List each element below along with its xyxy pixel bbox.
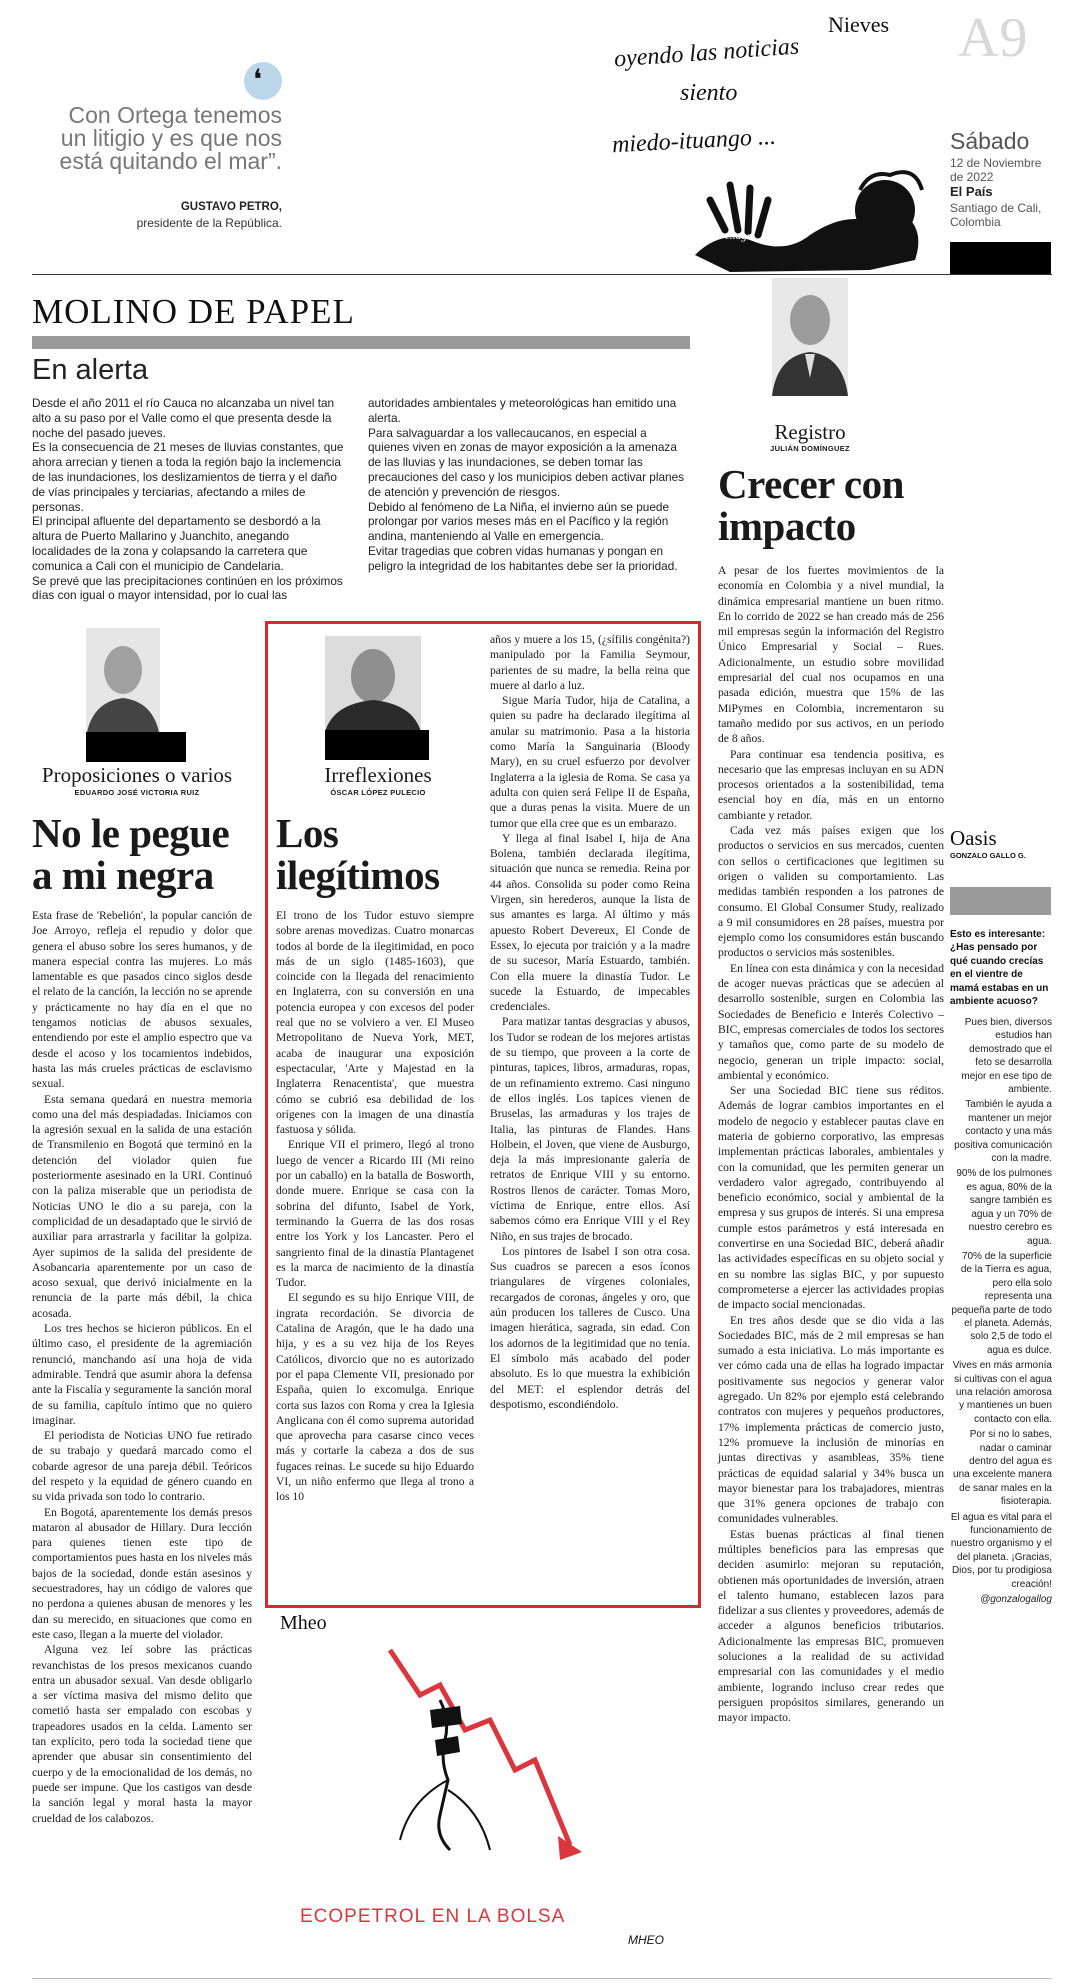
section-bar [32, 336, 690, 349]
proposiciones-redaction [86, 732, 186, 762]
irreflexiones-col-b: años y muere a los 15, (¿sífilis congénita?) manipulado por la Familia Seymour, parientes de su madre, la bella reina que muere al darlo a luz. Sigue María Tudor, hija de Catalina, a quien su padre ha declarado ilegítima al anular su matrimonio. Pasa a la historia como María la Sanguinaria (Bloody Mary), en su cruel esfuerzo por devolver Inglaterra a la iglesia de Roma. Se casa ya adulta con quien será Felipe II de España, que a duras penas la visita. Muere de un tumor que ella cree que es un embarazo. Y llega al final Isabel I, hija de Ana Bolena, también declarada ilegítima, situación que nunca se remedia. Reina por 44 años. Consolida su poder como Reina Virgen, sin herederos, aunque la lista de sus amantes es larga. Al último y más apuesto Robert Devereux, El Conde de Essex, lo ejecuta por traición y a la madre de su sucesor, María Estuardo, también. Con ella muere la dinastía Tudor. Le sucede la Estuardo, de impecables credenciales. Para matizar tantas desgracias y abusos, los Tudor se rodean de los mejores artistas de su tiempo, que proveen a la corte de pinturas, tapices, libros, armaduras, ropas, de un refinamiento extremo. Casi ninguno de ellos inglés. Los tapices vienen de Bruselas, las armaduras y los trajes de Italia, las pinturas de Flandes. Hans Holbein, el Joven, que viene de Ausburgo, deja la más impresionante galería de retratos de Enrique VIII y su entorno. Rostros llenos de carácter. Tomas Moro, víctima de Enrique, entre ellos. Así sabemos cómo era Enrique VIII y el Rey Niño, en sus trajes de brocado. Los pintores de Isabel I son otra cosa. Sus cuadros se parecen a esos íconos triangulares de vírgenes coloniales, recargados de coronas, ángeles y oro, que aún producen los talleres de Cusco. Una imagen hierática, sagrada, sin edad. Con los adornos de la legitimidad que no tenía. El símbolo más acabado del poder absoluto. Es lo que muestra la exhibición del MET: el esplendor detrás del despotismo, escondiéndolo. [490, 633, 690, 1411]
cartoon-line1: oyendo las noticias [613, 33, 800, 73]
registro-headline: Crecer con impacto [718, 461, 904, 549]
edition-city-line2: Colombia [950, 215, 1001, 229]
irreflexiones-column-name: Irreflexiones [324, 763, 432, 787]
proposiciones-headline: No le pegue a mi negra [32, 810, 230, 898]
cartoon-top [590, 33, 930, 275]
oasis-bar [950, 887, 1051, 915]
quote-role: presidente de la República. [136, 216, 282, 230]
registro-column-name: Registro [774, 420, 846, 444]
irreflexiones-author-photo [325, 636, 421, 732]
proposiciones-author: EDUARDO JOSÉ VICTORIA RUIZ [74, 788, 200, 797]
cartoon-figure [690, 160, 930, 275]
page-number: A9 [958, 7, 1029, 69]
header-rule [32, 274, 1052, 275]
mheo-cartoon [290, 1640, 610, 1910]
irreflexiones-headline: Los ilegítimos [276, 810, 440, 898]
proposiciones-column-name: Proposiciones o varios [41, 763, 233, 787]
oasis-column-name: Oasis [950, 826, 997, 850]
mheo-signature: MHEO [628, 1933, 664, 1947]
mheo-caption: ECOPETROL EN LA BOLSA [300, 1906, 566, 1927]
cartoon-signature: e.lago [725, 230, 753, 242]
edition-date-line2: de 2022 [950, 170, 994, 184]
oasis-author: GONZALO GALLO G. [950, 851, 1026, 860]
proposiciones-author-photo [86, 628, 160, 738]
registro-author: JULIÁN DOMÍNGUEZ [770, 444, 850, 453]
irreflexiones-col-a: El trono de los Tudor estuvo siempre sobre arenas movedizas. Cuatro monarcas todos al borde de la ilegitimidad, en poco más de un siglo (1485-1603), que coincide con la llegada del renacimiento en Inglaterra, con su conversión en una potencia europea y con excesos del poder real que no se volviero a ver. El Museo Metropolitano de Nueva York, MET, acaba de inaugurar una exposición espectacular, 'Arte y Majestad en la Inglaterra Renacentista', que muestra cómo se cubrió esa debilidad de los orígenes con la imagen de una dinastía fastuosa y sólida. Enrique VII el primero, llegó al trono luego de vencer a Ricardo III (Mi reino por un caballo) en la batalla de Bosworth, donde muere. Enrique se casa con la sobrina del difunto, Isabel de York, terminando la Guerra de las dos rosas entre los York y los Lancaster. Pero el sangriento final de la dinastía Plantagenet es la marca de nacimiento de la dinastía Tudor. El segundo es su hijo Enrique VIII, de ingrata recordación. Se divorcia de Catalina de Aragón, que le ha dado una hija, y es a su vez hija de los Reyes Católicos, divorcio que no es autorizado por el papa Clemente VII, presionado por España, quien lo excomulga. Enrique corta sus lazos con Roma y crea la Iglesia Anglicana con él como suprema autoridad que aprovecha para casarse cinco veces más y cortarle la cabeza a dos de sus fugaces reinas. Le sucede su hijo Eduardo VI, un niño enfermo que llega al trono a los 10 [276, 909, 474, 1504]
section-title: MOLINO DE PAPEL [32, 292, 355, 331]
quote-circle [244, 62, 282, 100]
alerta-col-1: Desde el año 2011 el río Cauca no alcanzaba un nivel tan alto a su paso por el Valle como el que presenta desde la noche del pasado jueves. Es la consecuencia de 21 meses de lluvias constantes, que ahora arrecian y tienen a toda la región bajo la inclemencia de las inundaciones, los deslizamientos de tierra y el daño de vías principales y terciarias, afectando a miles de personas. El principal afluente del departamento se desbordó a la altura de Puerto Mallarino y Juanchito, anegando localidades de la zona y colapsando la carretera que comunica a Cali con el municipio de Candelaria. Se prevé que las precipitaciones continúen en los próximos días con igual o mayor intensidad, por lo cual las [32, 396, 344, 603]
oasis-body: Pues bien, diversos estudios han demostrado que el feto se desarrolla mejor en ese tipo de ambiente. También le ayuda a mantener un mejor contacto y una más positiva comunicación con la madre. 90% de los pulmones es agua, 80% de la sangre también es agua y un 70% de nuestro cerebro es agua. 70% de la superficie de la Tierra es agua, pero ella solo representa una pequeña parte de todo el planeta. Además, solo 2,5 de todo el agua es dulce. Vives en más armonía si cultivas con el agua una relación amorosa y mantienes un buen contacto con ella. Por si no lo sabes, nadar o caminar dentro del agua es una excelente manera de sanar males en la fisioterapia. El agua es vital para el funcionamiento de nuestro organismo y el del planeta. ¡Gracias, Dios, por tu prodigiosa creación! @gonzalogallog [950, 1017, 1052, 1606]
alerta-col-2: autoridades ambientales y meteorológicas han emitido una alerta. Para salvaguardar a los vallecaucanos, en especial a quienes viven en zonas de mayor exposición a la amenaza de las lluvias y las inundaciones, se deben tomar las precauciones del caso y los municipios deben activar planes de atención y prevención de riesgos. Debido al fenómeno de La Niña, el invierno aún se puede prolongar por varios meses más en el Pacífico y la región andina, manteniendo al Valle en emergencia. Evitar tragedias que cobren vidas humanas y pongan en peligro la integridad de los habitantes debe ser la prioridad. [368, 396, 685, 573]
mheo-author: Mheo [280, 1612, 327, 1634]
edition-paper: El País [950, 184, 993, 199]
cartoon-line3: miedo-ituango ... [611, 123, 777, 159]
redacted-block [950, 242, 1051, 274]
registro-author-photo [772, 278, 848, 396]
cartoon-author: Nieves [828, 12, 890, 37]
proposiciones-body: Esta frase de 'Rebelión', la popular canción de Joe Arroyo, refleja el repudio y dolor que genera el abuso sobre los seres humanos, y de manera especial contra las mujeres. Lo más lamentable es que pasados cinco siglos desde el relato de la canción, la lección no se aprende y prácticamente no hay día en el que no tengamos noticias de abusos sexuales, entendiendo por este el amplio espectro que va desde el acoso y los tocamientos indebidos, hasta las más crueles prácticas de esclavismo sexual. Esta semana quedará en nuestra memoria como una del más despiadadas. Iniciamos con la agresión sexual en la salida de una estación de Transmilenio en Bogotá que terminó en la detención del violador quien fue posteriormente asesinado en la URI. Continuó con la paliza miserable que un periodista de Noticias UNO le dio a su pareja, con la complicidad de un desadaptado que le sirvió de auxiliar para arrastrarla y facilitar la golpiza. Ayer supimos de la salida del presidente de Asobancaria aparentemente por un caso de acoso sexual, que derivó inicialmente en la renuncia de la parte más débil, la chica acosada. Los tres hechos se hicieron públicos. En el último caso, el presidente de la agremiación renunció, manchando así una hoja de vida admirable. Tendrá que asumir ahora la defensa ante la Fiscalía y seguramente la sanción moral de su familia, capítulo íntimo que no quiero imaginar. El periodista de Noticias UNO fue retirado de su trabajo y quedará marcado como el cobarde agresor de una pareja débil. Teóricos del respeto y la equidad de género cuando en su vida privada son todo lo contrario. En Bogotá, aparentemente los demás presos mataron al abusador de Hillary. Dura lección para quienes tienen este tipo de comportamientos pues hasta en los niveles más bajos de la sociedad, donde están asesinos y secuestradores, hay un código de valores que no perdona a quienes abusan de menores y les dan su merecido, en situaciones que como en este caso, llegan a la muerte del violador. Alguna vez leí sobre las prácticas revanchistas de los presos mexicanos cuando entra un abusador sexual. Van desde obligarlo a ser víctima masiva del mismo delito que cometió hasta ser empalado con escobas y trapeadores usados en la celda. Lamento ser tan explícito, pero toda la sociedad tiene que aprender que abusar sin consentimiento del cuerpo y de la emocionalidad de los demás, no puede ser impune. Que los castigos van desde la sanción legal y moral hasta la mayor crueldad de los calabozos. [32, 909, 252, 1825]
quote-text: Con Ortega tenemos un litigio y es que nos está quitando el mar”. [59, 102, 282, 174]
edition-date-line1: 12 de Noviembre [950, 156, 1042, 170]
quote-author: GUSTAVO PETRO, [180, 201, 282, 213]
edition-city-line1: Santiago de Cali, [950, 201, 1042, 215]
oasis-lead: Esto es interesante: ¿Has pensado por qué cuando crecías en el vientre de mamá estabas en un ambiente acuoso? [950, 929, 1049, 1008]
alerta-headline: En alerta [32, 354, 149, 386]
registro-body: A pesar de los fuertes movimientos de la economía en Colombia y a nivel mundial, la dinámica empresarial mantiene un buen ritmo. En lo corrido de 2022 se han creado más de 256 mil empresas según la información del Registro Único Empresarial y Social – Rues. Adicionalmente, un estudio sobre movilidad empresarial del cual nos ocupamos en una pasada edición, muestra que 15% de las MiPymes en Colombia, incrementaron su tamaño medido por sus activos, en un periodo de 8 años. Para continuar esa tendencia positiva, es necesario que las empresas incluyan en su ADN procesos orientados a la sostenibilidad, tema esencial hoy en día, más en un entorno cambiante y retador. Cada vez más países exigen que los productos o servicios en sus mercados, cuenten con sellos o certificaciones que legitimen su origen o validen su comportamiento. Las medidas también responden a los patrones de consumo. El Global Consumer Study, realizado a 9 mil consumidores en 28 países, muestra por ejemplo como los consumidores están buscando productos o servicios más sostenibles. En línea con esta dinámica y con la necesidad de acoger nuevas prácticas que se adecúen al desarrollo sostenible, surgen en Colombia las Sociedades de Beneficio e Interés Colectivo – BIC, empresas comerciales de todos los sectores y tamaños que, como parte de su modelo de negocio, generan un triple impacto: social, ambiental y económico. Ser una Sociedad BIC tiene sus réditos. Además de lograr cambios importantes en el modelo de negocio y establecer pautas clave en materia de gobierno corporativo, las empresas implementan prácticas laborales, ambientales y con la comunidad, que les permiten generar un verdadero valor agregado, contribuyendo al beneficio económico, social y ambiental de la empresa y sus grupos de interés. Si una empresa cumple estos parámetros y está interesada en convertirse en una Sociedad BIC, deberá añadir las actividades específicas en su objeto social y en su nombre las siglas BIC, y por supuesto comprometerse a ejercer las actividades propias de impacto social mencionadas. En tres años desde que se dio vida a las Sociedades BIC, más de 2 mil empresas se han sumado a esta iniciativa. Lo más importante es ver cómo cada una de ellas ha logrado impactar positivamente sus negocios y generar valor agregado. Un 82% por ejemplo está celebrando contratos con mujeres y pequeños productores, 17% implementa prácticas de comercio justo, 12% promueve la inclusión de minorías en juntas directivas y asambleas, 35% tiene prácticas de equidad salarial y 34% busca un mayor bienestar para los trabajadores, mientras que 31% genera opciones de trabajo con comunidades vulnerables. Estas buenas prácticas al final tienen múltiples beneficios para las empresas que deciden asumirlo: mejoran su reputación, obtienen más oportunidades de inversión, atraen el talento humano, establecen lazos para fidelizar a sus clientes y proveedores, además de acceder a algunos beneficios tributarios. Adicionalmente las empresas BIC, promueven soluciones a la realidad de su actividad empresarial con las comunidades y el medio ambiente, logrando incluso crear redes que persiguen propósitos similares, generando un mayor impacto. [718, 564, 944, 1725]
irreflexiones-redaction [325, 730, 429, 760]
quote-mark-icon: ❛ [253, 65, 263, 96]
edition-day: Sábado [950, 128, 1030, 154]
cartoon-line2: siento [680, 80, 738, 106]
footer-rule [32, 1978, 1052, 1979]
irreflexiones-author: ÓSCAR LÓPEZ PULECIO [330, 788, 426, 797]
